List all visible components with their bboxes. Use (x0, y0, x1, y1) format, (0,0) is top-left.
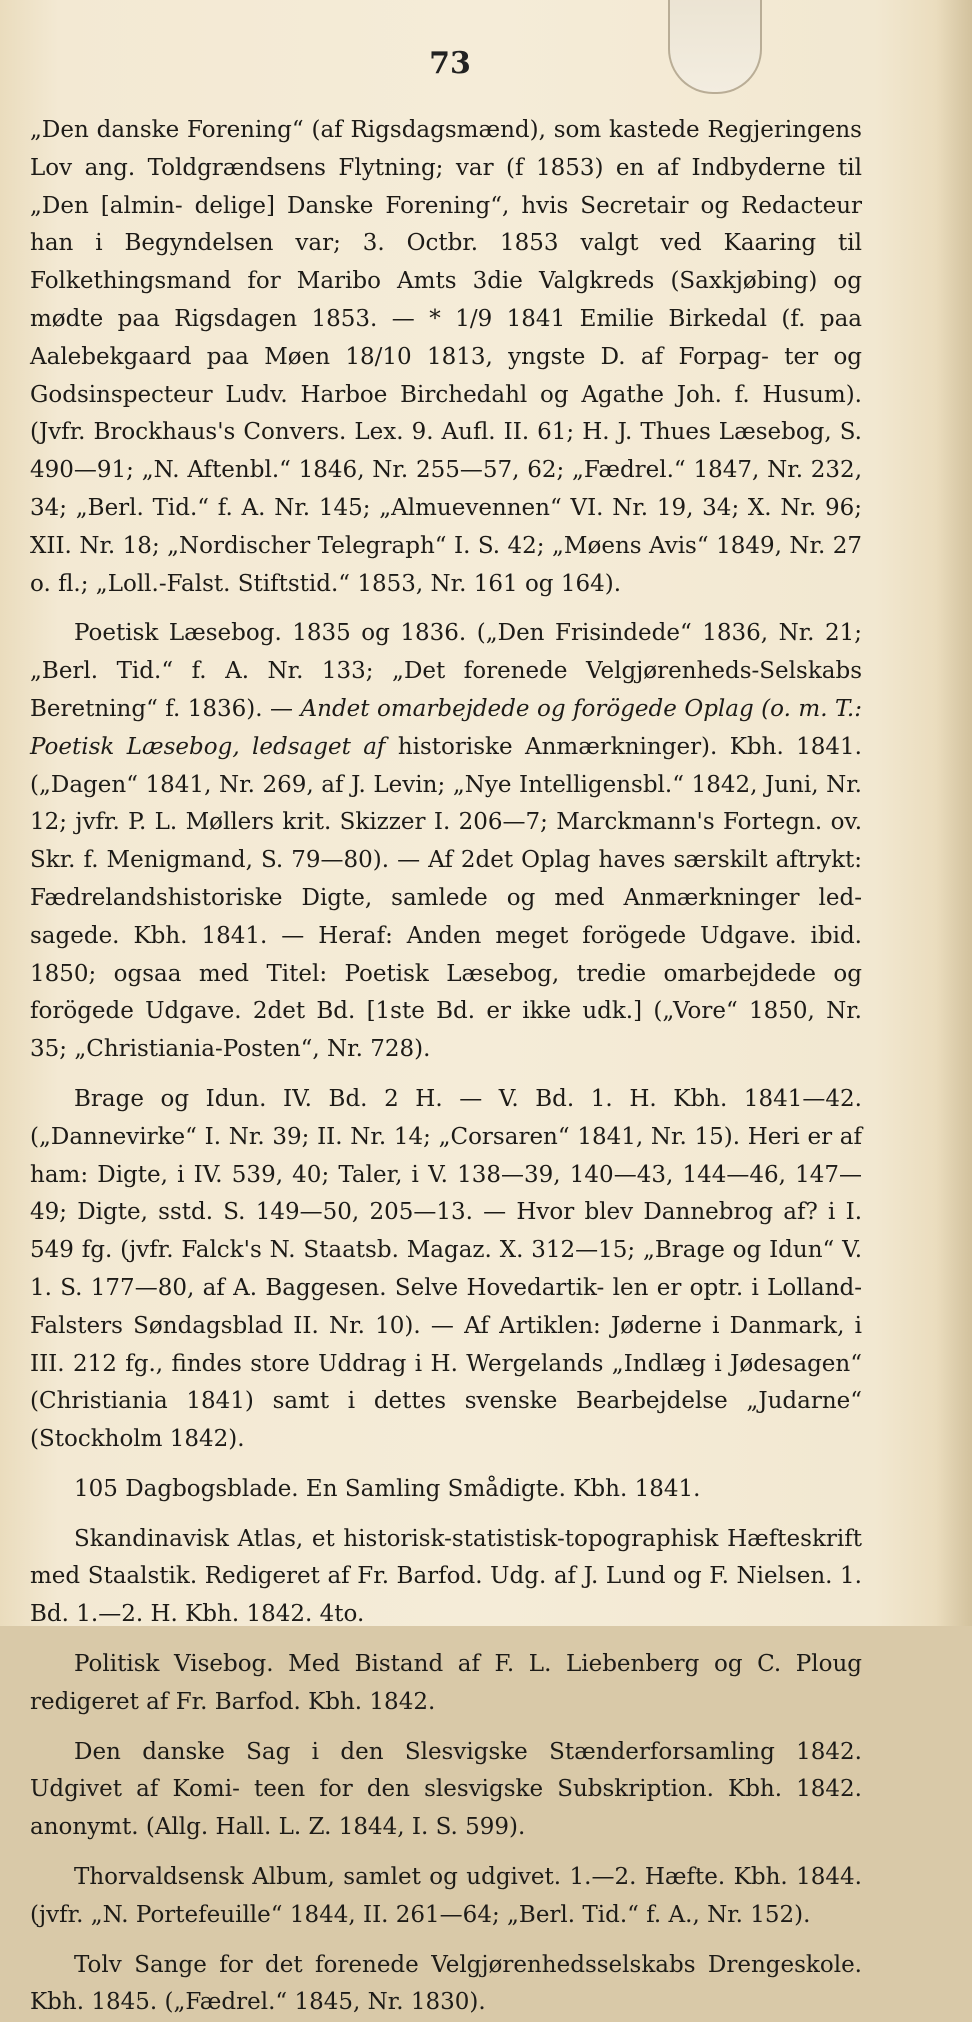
entry-paragraph (30, 1734, 862, 1847)
text-line: I. S. 599). (411, 1814, 526, 1841)
text-line: Valgkreds (Saxkjøbing) og mødte paa Rigsdagen 1853. — * 1/9 1841 Emilie (30, 268, 863, 332)
text-line: 1842. 4to. (246, 1601, 365, 1628)
text-line: Poetisk Læsebog. 1835 og 1836. („Den Frisindede“ 1836, Nr. 21; „Berl. (30, 620, 862, 685)
entry-paragraph (30, 1471, 862, 1509)
text-line: „Den danske Forening“ (af Rigsdagsmænd), som kastede Regjeringens Lov ang. (30, 117, 862, 181)
text-line: 205—13. — Hvor blev Dannebrog af? i I. 549 fg. (jvfr. Falck's N. Staatsb. Magaz. (30, 1199, 863, 1264)
text-line: len er optr. i Lolland-Falsters Søndagsblad II. Nr. 10). — Af Artiklen: Jøderne i (30, 1274, 863, 1339)
text-line: delige] Danske Forening“, hvis Secretair og Redacteur han i Begyndelsen var; (30, 192, 862, 257)
text-line: Tid.“ f. A. Nr. 133; „Det forenede Velgjørenheds-Selskabs Beretning“ f. 1836). — (30, 658, 862, 722)
text-line: 539, 40; Taler, i V. 138—39, 140—43, 144—46, 147—49; Digte, sstd. S. 149—50, (30, 1161, 862, 1226)
text-line: Andet omarbejdede og forögede Oplag (o. m. T.: Poetisk Læsebog, ledsaget af (30, 695, 862, 760)
text-line: Avis“ 1849, Nr. 27 o. fl.; „Loll.-Falst. Stiftstid.“ 1853, Nr. 161 og 164). (30, 532, 863, 597)
entry-paragraph (30, 1521, 862, 1634)
text-line: sagede. Kbh. 1841. — Heraf: Anden meget forögede Udgave. ibid. 1850; ogsaa med (30, 922, 862, 987)
text-line: 3. Octbr. 1853 valgt ved Kaaring til Folkethingsmand for Maribo Amts 3die (30, 230, 862, 295)
text-line: teen for den slesvigske Subskription. Kbh. 1842. anonymt. (Allg. Hall. L. Z. 1844, (30, 1776, 862, 1841)
text-line: Brage og Idun. IV. Bd. 2 H. — V. Bd. 1. H. Kbh. 1841—42. („Dannevirke“ (30, 1085, 862, 1150)
text-line: 105 Dagbogsblade. En Samling Smådigte. Kbh. 1841. (74, 1475, 701, 1502)
text-line: ter og Godsinspecteur Ludv. Harboe Birchedahl og Agathe Joh. f. Husum). (30, 343, 863, 408)
text-line: „Nye Intelligensbl.“ 1842, Juni, Nr. 12; jvfr. P. L. Møllers krit. Skizzer I. 206—7; (30, 771, 862, 836)
text-line: Tolv Sange for det forenede Velgjørenhedsselskabs Drengeskole. Kbh. 1845. (30, 1951, 862, 2016)
text-line: Thorvaldsensk Album, samlet og udgivet. 1.—2. Hæfte. Kbh. 1844. (jvfr. „N. (30, 1864, 862, 1928)
entry-paragraph (30, 1081, 862, 1459)
entry-paragraph (30, 1646, 862, 1722)
text-line: er ikke udk.] („Vore“ 1850, Nr. 35; „Christiania-Posten“, Nr. 728). (30, 998, 862, 1063)
text-line: Nr. 232, 34; „Berl. Tid.“ f. A. Nr. 145; „Almuevennen“ VI. Nr. 19, (30, 457, 863, 521)
page-text (30, 112, 862, 2022)
text-line: (Christiania 1841) samt i dettes svenske Bearbejdelse „Judarne“ (Stockholm 1842). (30, 1388, 862, 1453)
entry-paragraph (30, 615, 862, 1069)
text-line: Toldgrændsens Flytning; var (f 1853) en af Indbyderne til „Den [almin- (30, 154, 862, 219)
entry-paragraph (30, 112, 862, 603)
entry-paragraph (30, 1947, 862, 2022)
text-line: (Jvfr. Brockhaus's Convers. Lex. 9. Aufl. II. 61; H. J. Thues Læsebog, (30, 419, 832, 446)
page-edge-shadow (936, 0, 972, 1626)
text-line: Portefeuille“ 1844, II. 261—64; „Berl. Tid.“ f. A., Nr. 152). (135, 1901, 811, 1928)
text-line: særskilt aftrykt: Fædrelandshistoriske Digte, samlede og med Anmærkninger led- (30, 847, 863, 911)
text-line: 34; X. Nr. 96; XII. Nr. 18; „Nordischer Telegraph“ I. S. 42; „Møens (30, 494, 862, 559)
text-line: historiske Anmærkninger). Kbh. 1841. („Dagen“ 1841, Nr. 269, af J. Levin; (30, 733, 862, 798)
entry-paragraph (30, 1859, 862, 1935)
text-line: Marckmann's Fortegn. ov. Skr. f. Menigmand, S. 79—80). — Af 2det Oplag haves (30, 809, 863, 874)
text-line: Skandinavisk Atlas, et historisk-statistisk-topographisk Hæfteskrift med Staalstik. (30, 1525, 862, 1590)
text-line: I. Nr. 39; II. Nr. 14; „Corsaren“ 1841, Nr. 15). Heri er af ham: Digte, i IV. (30, 1123, 862, 1188)
text-line: („Fædrel.“ 1845, Nr. 1830). (164, 1989, 486, 2016)
text-line: Fr. Barfod. Kbh. 1842. (175, 1688, 436, 1715)
text-line: S. 490—91; „N. Aftenbl.“ 1846, Nr. 255—57, 62; „Fædrel.“ 1847, (30, 419, 862, 484)
text-line: Titel: Poetisk Læsebog, tredie omarbejdede og forögede Udgave. 2det Bd. [1ste Bd. (30, 960, 862, 1025)
text-line: Politisk Visebog. Med Bistand af F. L. Liebenberg og C. Ploug redigeret af (30, 1651, 862, 1715)
text-line: Danmark, i III. 212 fg., findes store Uddrag i H. Wergelands „Indlæg i Jødesagen“ (30, 1312, 862, 1377)
page-number: 73 (429, 46, 471, 81)
text-line: X. 312—15; „Brage og Idun“ V. 1. S. 177—80, af A. Baggesen. Selve Hovedartik- (30, 1237, 862, 1301)
text-line: Redigeret af Fr. Barfod. Udg. af J. Lund og F. Nielsen. 1. Bd. 1.—2. H. Kbh. (30, 1563, 862, 1628)
text-line: Birkedal (f. paa Aalebekgaard paa Møen 18/10 1813, yngste D. af Forpag- (30, 305, 863, 370)
text-line: Den danske Sag i den Slesvigske Stænderforsamling 1842. Udgivet af Komi- (30, 1738, 862, 1803)
